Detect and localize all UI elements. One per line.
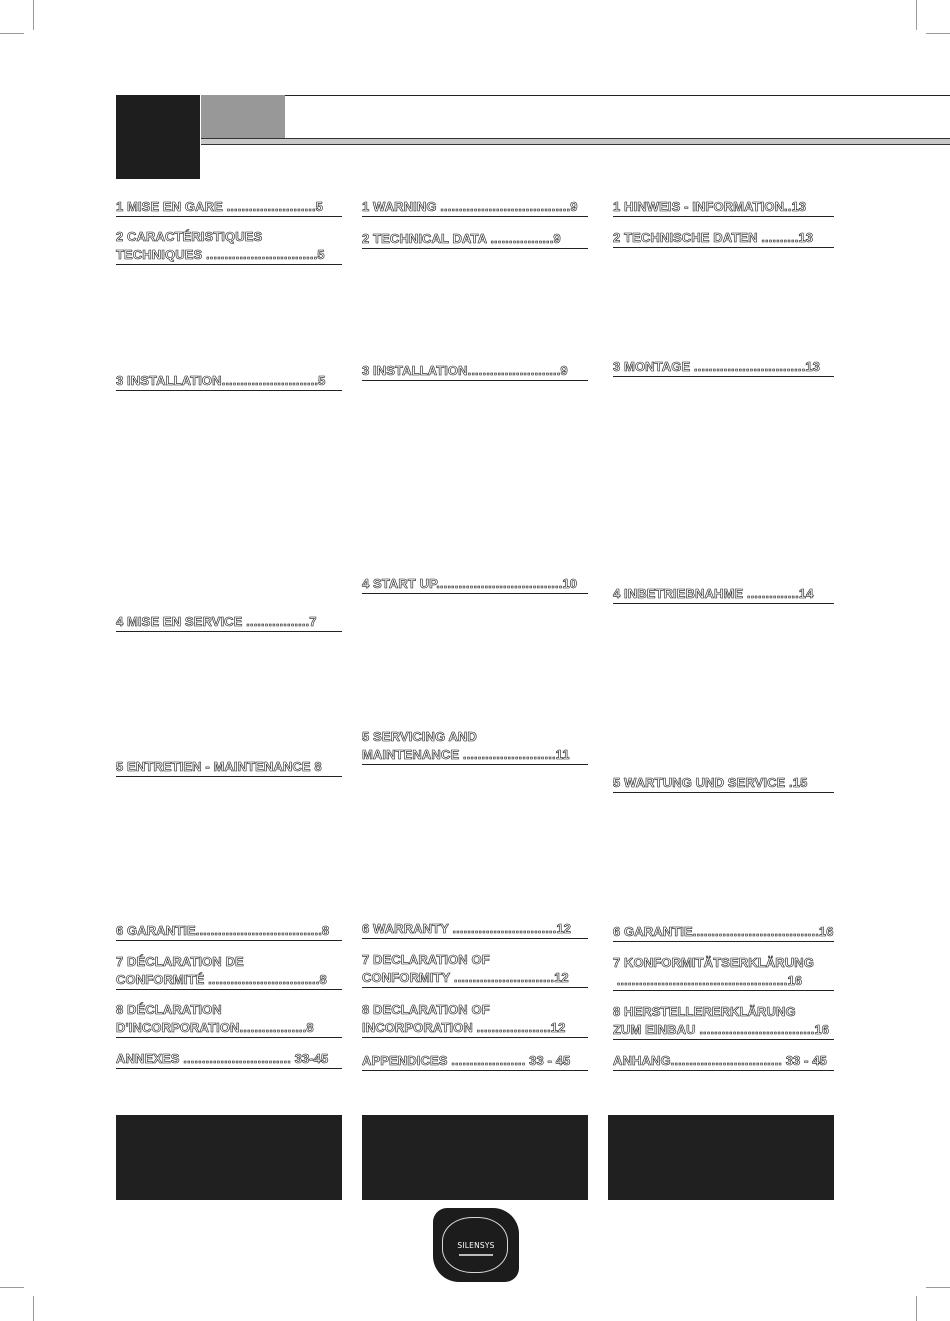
- toc-entry-de-5[interactable]: [613, 774, 834, 793]
- toc-line: ANNEXES ............................. 33-45: [116, 1051, 329, 1066]
- toc-entry-en-2[interactable]: [362, 230, 588, 249]
- header-top-rule: [201, 95, 950, 96]
- toc-line: D'INCORPORATION..................8: [116, 1020, 314, 1035]
- toc-line: 6 WARRANTY ............................12: [362, 921, 572, 936]
- footer-box-fr: [116, 1115, 342, 1200]
- toc-entry-de-6[interactable]: [613, 923, 834, 942]
- toc-entry-de-2[interactable]: [613, 229, 834, 248]
- toc-entry-fr-4[interactable]: [116, 613, 342, 632]
- toc-line: INCORPORATION ....................12: [362, 1020, 566, 1035]
- logo-underline: [459, 1254, 493, 1256]
- toc-line: ANHANG.............................. 33 - 45: [613, 1053, 827, 1068]
- toc-line: 2 TECHNISCHE DATEN ..........13: [613, 230, 814, 245]
- crop-mark: [926, 1287, 950, 1288]
- crop-mark: [926, 33, 950, 34]
- crop-mark: [916, 1296, 917, 1321]
- toc-entry-de-8[interactable]: [613, 1003, 834, 1040]
- toc-line: CONFORMITY ...........................12: [362, 970, 569, 985]
- toc-line: 5 ENTRETIEN - MAINTENANCE 8: [116, 759, 322, 774]
- toc-line: 8 HERSTELLERERKLÄRUNG: [613, 1004, 796, 1019]
- toc-line: 8 DECLARATION OF: [362, 1002, 490, 1017]
- toc-entry-de-3[interactable]: [613, 358, 834, 377]
- toc-entry-de-9[interactable]: [613, 1052, 834, 1071]
- header-band: [201, 138, 950, 145]
- logo-text: SILENSYS: [457, 1241, 495, 1250]
- toc-entry-de-4[interactable]: [613, 585, 834, 604]
- toc-entry-en-4[interactable]: [362, 575, 588, 594]
- header-black-block: [116, 95, 200, 179]
- toc-entry-en-6[interactable]: [362, 920, 588, 939]
- toc-line: 5 WARTUNG UND SERVICE .15: [613, 775, 808, 790]
- header-gray-block: [201, 95, 285, 138]
- toc-line: 6 GARANTIE..................................8: [116, 923, 330, 938]
- toc-line: 4 MISE EN SERVICE .................7: [116, 614, 317, 629]
- footer-box-de: [608, 1115, 834, 1200]
- footer-box-en: [362, 1115, 588, 1200]
- toc-entry-de-7[interactable]: [613, 954, 834, 991]
- toc-entry-fr-5[interactable]: [116, 758, 342, 777]
- crop-mark: [0, 33, 24, 34]
- toc-line: ..............................................16: [613, 973, 803, 988]
- toc-entry-en-9[interactable]: [362, 1052, 588, 1071]
- toc-line: CONFORMITÉ ..............................8: [116, 972, 327, 987]
- toc-entry-fr-2[interactable]: [116, 228, 342, 265]
- silensys-logo: [433, 1208, 519, 1282]
- toc-line: ZUM EINBAU ...............................16: [613, 1022, 830, 1037]
- toc-entry-en-5[interactable]: [362, 728, 588, 765]
- toc-entry-fr-8[interactable]: [116, 1001, 342, 1038]
- toc-entry-en-7[interactable]: [362, 951, 588, 988]
- toc-line: 2 CARACTÉRISTIQUES: [116, 229, 263, 244]
- crop-mark: [33, 0, 34, 30]
- toc-entry-en-1[interactable]: [362, 198, 588, 217]
- toc-line: 3 MONTAGE ..............................13: [613, 359, 820, 374]
- crop-mark: [33, 1296, 34, 1321]
- toc-line: APPENDICES .................... 33 - 45: [362, 1053, 571, 1068]
- toc-line: 1 MISE EN GARE ........................5: [116, 199, 323, 214]
- toc-line: MAINTENANCE .........................11: [362, 747, 570, 762]
- toc-entry-en-8[interactable]: [362, 1001, 588, 1038]
- crop-mark: [916, 0, 917, 30]
- toc-line: 8 DÉCLARATION: [116, 1002, 222, 1017]
- toc-entry-fr-1[interactable]: [116, 198, 342, 217]
- toc-entry-de-1[interactable]: [613, 198, 834, 217]
- toc-line: 2 TECHNICAL DATA .................9: [362, 231, 561, 246]
- toc-line: 1 HINWEIS - INFORMATION..13: [613, 199, 807, 214]
- toc-line: 7 DÉCLARATION DE: [116, 954, 244, 969]
- toc-line: 4 START UP..................................10: [362, 576, 578, 591]
- toc-entry-fr-6[interactable]: [116, 922, 342, 941]
- toc-line: TECHNIQUES ..............................5: [116, 247, 325, 262]
- toc-entry-fr-9[interactable]: [116, 1050, 342, 1069]
- toc-line: 3 INSTALLATION..........................5: [116, 373, 326, 388]
- toc-entry-fr-3[interactable]: [116, 372, 342, 391]
- toc-line: 1 WARNING ...................................9: [362, 199, 578, 214]
- toc-line: 5 SERVICING AND: [362, 729, 477, 744]
- crop-mark: [0, 1287, 24, 1288]
- toc-line: 7 KONFORMITÄTSERKLÄRUNG: [613, 955, 814, 970]
- toc-entry-fr-7[interactable]: [116, 953, 342, 990]
- toc-line: 3 INSTALLATION.........................9: [362, 363, 568, 378]
- toc-entry-en-3[interactable]: [362, 362, 588, 381]
- toc-line: 7 DECLARATION OF: [362, 952, 490, 967]
- toc-line: 4 INBETRIEBNAHME ..............14: [613, 586, 814, 601]
- toc-line: 6 GARANTIE..................................16: [613, 924, 834, 939]
